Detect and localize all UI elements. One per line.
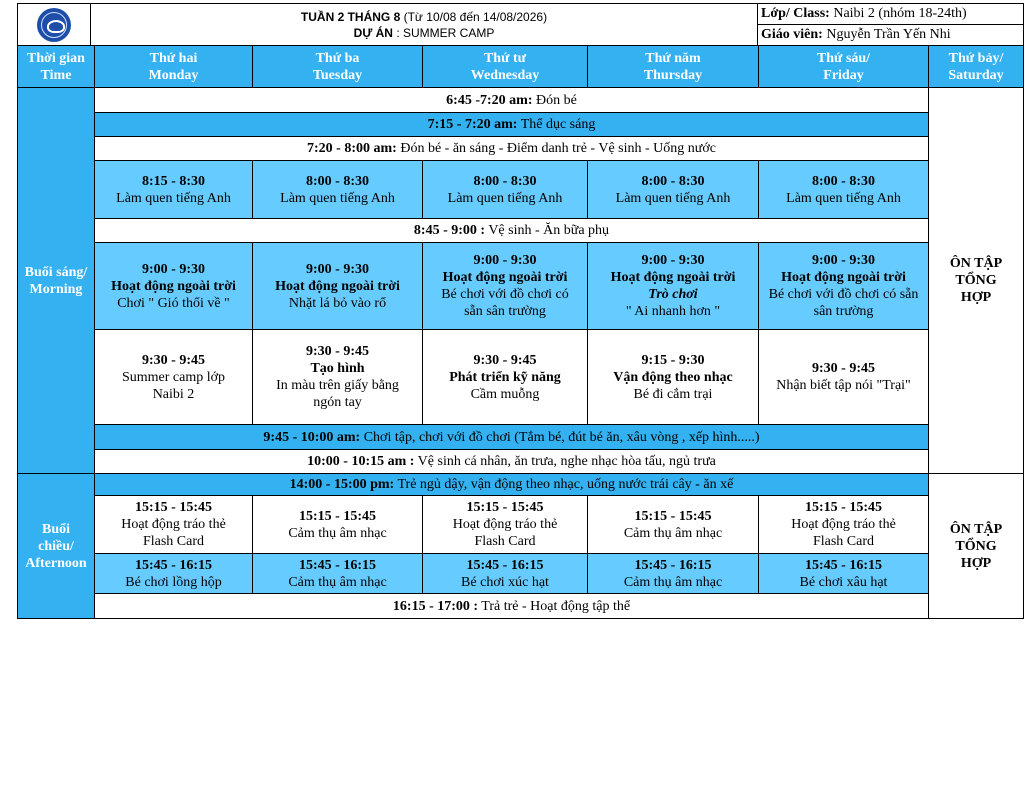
afternoon-second-thursday: 15:45 - 16:15 Cảm thụ âm nhạc [588,554,759,594]
outdoor-friday: 9:00 - 9:30 Hoạt động ngoài trời Bé chơi với đồ chơi có sẵn sân trường [759,243,929,330]
afternoon-first-thursday: 15:15 - 15:45 Cảm thụ âm nhạc [588,496,759,554]
afternoon-label: Buổi chiều/ Afternoon [18,474,95,619]
afternoon-first-friday: 15:15 - 15:45 Hoạt động tráo thẻ Flash Card [759,496,929,554]
outdoor-tuesday: 9:00 - 9:30 Hoạt động ngoài trời Nhặt lá bỏ vào rổ [253,243,423,330]
morning-saturday-review: ÔN TẬP TỔNG HỢP [929,88,1024,474]
afternoon-first-wednesday: 15:15 - 15:45 Hoạt động tráo thẻ Flash Card [423,496,588,554]
afternoon-first-monday: 15:15 - 15:45 Hoạt động tráo thẻ Flash Card [95,496,253,554]
logo-cell [18,4,91,46]
morning-row-breakfast: 7:20 - 8:00 am: Đón bé - ăn sáng - Điểm danh trẻ - Vệ sinh - Uống nước [95,137,929,161]
english-thursday: 8:00 - 8:30 Làm quen tiếng Anh [588,161,759,219]
project-title: DỰ ÁN : SUMMER CAMP [353,25,495,40]
english-tuesday: 8:00 - 8:30 Làm quen tiếng Anh [253,161,423,219]
col-head-saturday: Thứ bảy/ Saturday [929,46,1024,88]
col-head-thursday: Thứ năm Thursday [588,46,759,88]
morning-row-lunch: 10:00 - 10:15 am : Vệ sinh cá nhân, ăn trưa, nghe nhạc hòa tấu, ngủ trưa [95,450,929,474]
activity-tuesday: 9:30 - 9:45 Tạo hình In màu trên giấy bằng ngón tay [253,330,423,425]
col-head-tuesday: Thứ ba Tuesday [253,46,423,88]
morning-label: Buổi sáng/ Morning [18,88,95,474]
english-friday: 8:00 - 8:30 Làm quen tiếng Anh [759,161,929,219]
header-table [17,3,1024,46]
afternoon-row-pickup: 16:15 - 17:00 : Trả trẻ - Hoạt động tập thể [95,594,929,619]
col-head-time: Thời gian Time [18,46,95,88]
title-cell [91,4,758,46]
col-head-friday: Thứ sáu/ Friday [759,46,929,88]
outdoor-thursday: 9:00 - 9:30 Hoạt động ngoài trời Trò chơi " Ai nhanh hơn " [588,243,759,330]
outdoor-monday: 9:00 - 9:30 Hoạt động ngoài trời Chơi " Gió thổi về " [95,243,253,330]
afternoon-second-tuesday: 15:45 - 16:15 Cảm thụ âm nhạc [253,554,423,594]
english-monday: 8:15 - 8:30 Làm quen tiếng Anh [95,161,253,219]
class-info: Lớp/ Class: Naibi 2 (nhóm 18-24th) [758,4,1024,25]
english-wednesday: 8:00 - 8:30 Làm quen tiếng Anh [423,161,588,219]
activity-monday: 9:30 - 9:45 Summer camp lớp Naibi 2 [95,330,253,425]
activity-thursday: 9:15 - 9:30 Vận động theo nhạc Bé đi cắm trại [588,330,759,425]
afternoon-second-wednesday: 15:45 - 16:15 Bé chơi xúc hạt [423,554,588,594]
schedule-table [17,45,1024,619]
afternoon-first-tuesday: 15:15 - 15:45 Cảm thụ âm nhạc [253,496,423,554]
morning-row-snack: 8:45 - 9:00 : Vệ sinh - Ăn bữa phụ [95,219,929,243]
afternoon-second-monday: 15:45 - 16:15 Bé chơi lồng hộp [95,554,253,594]
outdoor-wednesday: 9:00 - 9:30 Hoạt động ngoài trời Bé chơi với đồ chơi có sẵn sân trường [423,243,588,330]
afternoon-row-wakeup: 14:00 - 15:00 pm: Trẻ ngủ dậy, vận động theo nhạc, uống nước trái cây - ăn xế [95,474,929,496]
col-head-wednesday: Thứ tư Wednesday [423,46,588,88]
morning-row-play: 9:45 - 10:00 am: Chơi tập, chơi với đồ chơi (Tắm bé, đút bé ăn, xâu vòng , xếp hình.....) [95,425,929,450]
morning-row-exercise: 7:15 - 7:20 am: Thể dục sáng [95,113,929,137]
school-logo-icon [37,8,71,42]
afternoon-saturday-review: ÔN TẬP TỔNG HỢP [929,474,1024,619]
activity-wednesday: 9:30 - 9:45 Phát triển kỹ năng Cầm muỗng [423,330,588,425]
col-head-monday: Thứ hai Monday [95,46,253,88]
morning-row-welcome: 6:45 -7:20 am: Đón bé [95,88,929,113]
afternoon-second-friday: 15:45 - 16:15 Bé chơi xâu hạt [759,554,929,594]
teacher-info: Giáo viên: Nguyễn Trần Yến Nhi [758,25,1024,46]
activity-friday: 9:30 - 9:45 Nhận biết tập nói "Trại" [759,330,929,425]
week-title: TUẦN 2 THÁNG 8 (Từ 10/08 đến 14/08/2026) [300,9,548,24]
